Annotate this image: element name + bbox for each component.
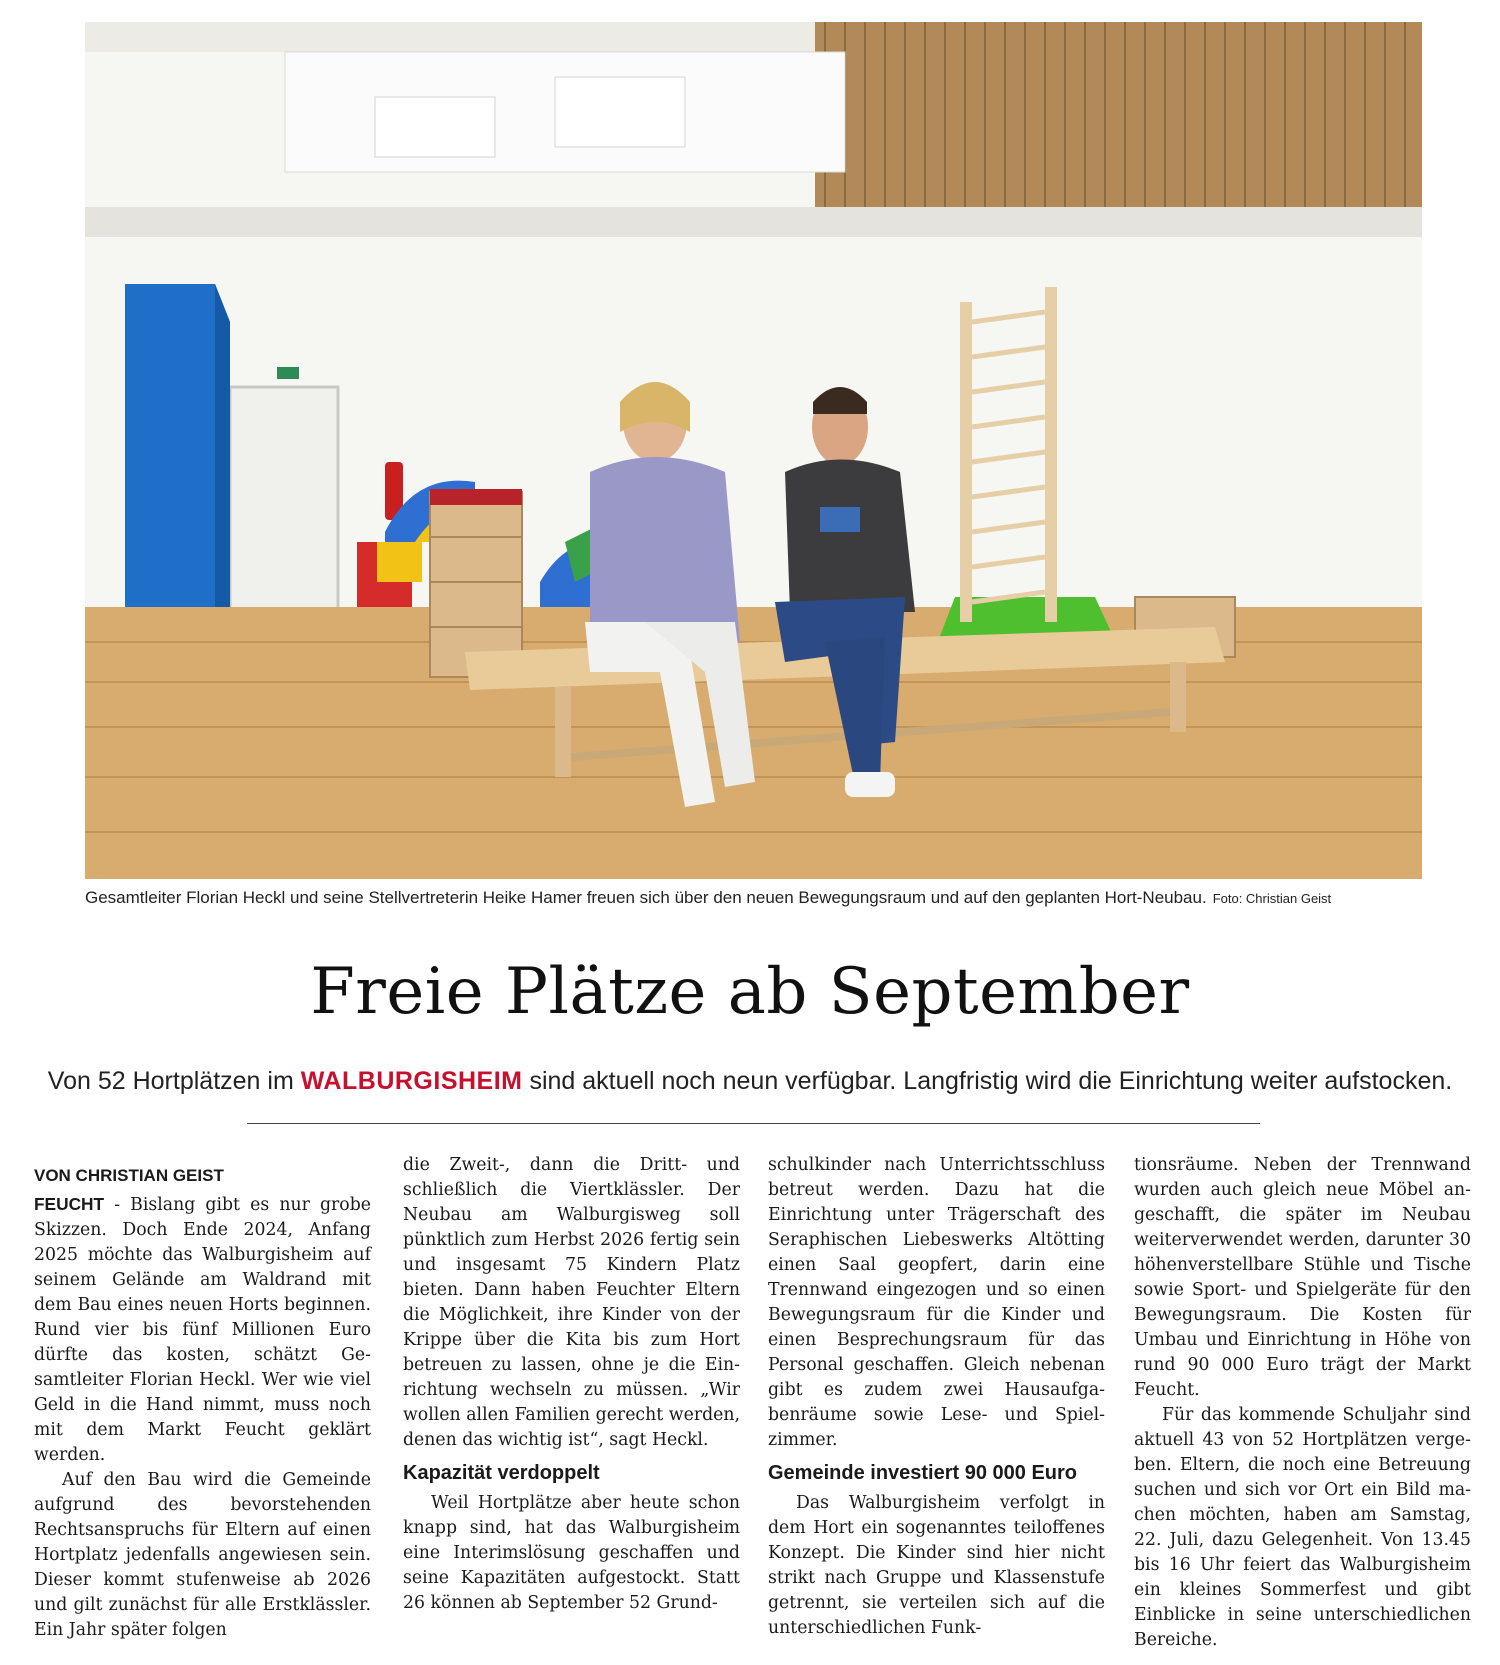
subline-after: sind aktuell noch neun verfügbar. Langfristig wird die Einrichtung weiter aufstocken. <box>522 1067 1453 1095</box>
subheading: Kapazität verdoppelt <box>403 1462 600 1484</box>
paragraph: Das Walburgisheim verfolgt in dem Hort ein sogenanntes teiloffenes Konzept. Die Kinder sind hier nicht strikt nach Gruppe und Klassenstufe getrennt, sie verteilen sich auf die unterschiedlichen Funk- <box>768 1493 1105 1638</box>
photo-image <box>85 22 1422 879</box>
subheading: Gemeinde investiert 90 000 Euro <box>768 1462 1078 1484</box>
dateline: FEUCHT <box>34 1194 105 1214</box>
divider <box>247 1123 1260 1124</box>
byline: VON CHRISTIAN GEIST <box>34 1166 224 1185</box>
article-column-3 <box>768 1153 1105 1641</box>
paragraph <box>34 1192 371 1468</box>
caption-text: Gesamtleiter Florian Heckl und seine Stellvertreterin Heike Hamer freuen sich über den neuen Bewegungsraum und auf den geplanten Hort-Neubau. <box>85 888 1207 907</box>
article-column-1 <box>34 1153 371 1643</box>
paragraph: tionsräume. Neben der Trennwand wurden auch gleich neue Möbel angeschafft, die später im Neubau weiterverwendet werden, darunter 30 höhenverstellbare Stühle und Tische sowie Sport- und Spielgeräte für den Bewegungsraum. Die Kosten für Umbau und Einrichtung in Höhe von rund 90 000 Euro trägt der Markt Feucht. <box>1134 1155 1471 1400</box>
photo-credit: Foto: Christian Geist <box>1212 891 1332 906</box>
subline-keyword: WALBURGISHEIM <box>300 1067 523 1095</box>
article-column-2 <box>403 1153 740 1616</box>
photo-caption <box>85 888 1422 908</box>
paragraph: Für das kommende Schuljahr sind aktuell 43 von 52 Hortplätzen vergeben. Eltern, die noch eine Betreuung suchen und sich vor Ort ein Bild machen möchten, haben am Samstag, 22. Juli, dazu Gelegenheit. Von 13.45 bis 16 Uhr feiert das Walburgisheim ein kleines Sommerfest und gibt Einblicke in seine unterschiedlichen Bereiche. <box>1134 1405 1471 1650</box>
paragraph-text: - Bislang gibt es nur grobe Skizzen. Doch Ende 2024, Anfang 2025 möchte das Walburgisheim auf seinem Gelände am Waldrand mit dem Bau eines neuen Horts beginnen. Rund vier bis fünf Millionen Euro dürfte das kosten, schätzt Gesamtleiter Florian Heckl. Wer wie viel Geld in die Hand nimmt, muss noch mit dem Markt Feucht geklärt werden. <box>34 1195 371 1465</box>
subline-before: Von 52 Hortplätzen im <box>47 1067 301 1095</box>
subline <box>0 1067 1500 1096</box>
paragraph: Auf den Bau wird die Gemeinde aufgrund des bevorstehenden Rechtsanspruchs für Eltern auf einen Hortplatz jedenfalls angewiesen sein. Dieser kommt stufenweise ab 2026 und gilt zunächst für alle Erstklässler. Ein Jahr später folgen <box>34 1470 371 1640</box>
paragraph: schulkinder nach Unterrichtsschluss betreut werden. Dazu hat die Einrichtung unter Trägerschaft des Seraphischen Liebeswerks Altötting einen Saal geopfert, darin eine Trennwand eingezogen und so einen Bewegungsraum für die Kinder und einen Besprechungsraum für das Personal geschaffen. Gleich nebenan gibt es zudem zwei Hausaufgabenräume sowie Lese- und Spielzimmer. <box>768 1155 1105 1450</box>
article-photo <box>85 22 1422 879</box>
paragraph: Weil Hortplätze aber heute schon knapp sind, hat das Walburgisheim eine Interimslösung geschaffen und seine Kapazitäten aufgestockt. Statt 26 können ab September 52 Grund- <box>403 1493 740 1613</box>
article-column-4 <box>1134 1153 1471 1653</box>
headline: Freie Plätze ab September <box>310 955 1190 1029</box>
paragraph: die Zweit-, dann die Dritt- und schließlich die Viertklässler. Der Neubau am Walburgisweg soll pünktlich zum Herbst 2026 fertig sein und insgesamt 75 Kindern Platz bieten. Dann haben Feuchter Eltern die Möglichkeit, ihre Kinder von der Krippe über die Kita bis zum Hort betreuen zu lassen, ohne je die Einrichtung wechseln zu müssen. „Wir wollen allen Familien gerecht werden, denen das wichtig ist“, sagt Heckl. <box>403 1155 740 1450</box>
